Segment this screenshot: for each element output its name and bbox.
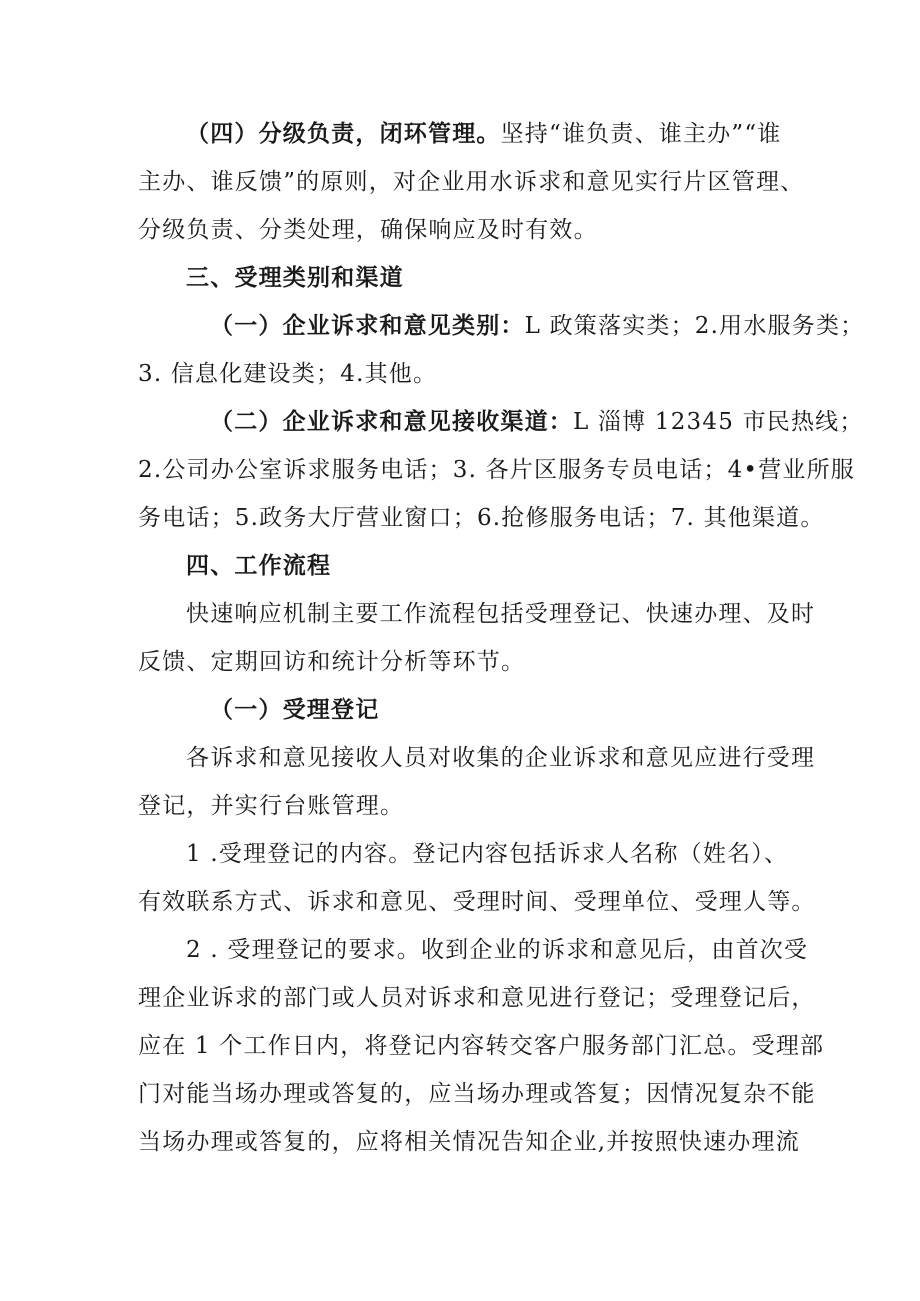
principle-4-line-3: 分级负责、分类处理，确保响应及时有效。: [138, 217, 598, 243]
category-text: L 政策落实类；2.用水服务类；: [524, 313, 865, 339]
category-line-1: [210, 310, 864, 342]
registration-p3-line-3: 应在 1 个工作日内，将登记内容转交客户服务部门汇总。受理部: [138, 1033, 825, 1059]
principle-4-line-2: 主办、谁反馈”的原则，对企业用水诉求和意见实行片区管理、: [138, 169, 805, 195]
workflow-intro-line-2: 反馈、定期回访和统计分析等环节。: [138, 649, 526, 675]
channel-heading: （二）企业诉求和意见接收渠道：: [210, 408, 573, 435]
subsection-registration-title: （一）受理登记: [210, 696, 380, 723]
registration-p2-line-2: 有效联系方式、诉求和意见、受理时间、受理单位、受理人等。: [138, 889, 816, 915]
registration-p3-line-1: 2 . 受理登记的要求。收到企业的诉求和意见后，由首次受: [186, 937, 809, 963]
channel-line-3: 务电话；5.政务大厅营业窗口；6.抢修服务电话；7. 其他渠道。: [138, 505, 825, 531]
registration-p2-line-1: 1 .受理登记的内容。登记内容包括诉求人名称（姓名）、: [186, 841, 789, 867]
registration-p3-line-2: 理企业诉求的部门或人员对诉求和意见进行登记；受理登记后，: [138, 985, 816, 1011]
section-4-title: 四、工作流程: [186, 552, 332, 579]
channel-text: L 淄博 12345 市民热线；: [573, 409, 864, 435]
principle-4-heading: （四）分级负责，闭环管理。: [186, 120, 501, 147]
channel-line-1: [210, 406, 864, 438]
section-3-title: 三、受理类别和渠道: [186, 264, 404, 291]
registration-p3-line-5: 当场办理或答复的，应将相关情况告知企业,并按照快速办理流: [138, 1129, 800, 1155]
category-heading: （一）企业诉求和意见类别：: [210, 312, 525, 339]
principle-4-line-1: [186, 118, 781, 150]
registration-p1-line-2: 登记，并实行台账管理。: [138, 793, 405, 819]
category-line-2: 3. 信息化建设类；4.其他。: [138, 361, 438, 387]
registration-p3-line-4: 门对能当场办理或答复的，应当场办理或答复；因情况复杂不能: [138, 1081, 816, 1107]
registration-p1-line-1: 各诉求和意见接收人员对收集的企业诉求和意见应进行受理: [186, 745, 816, 771]
channel-line-2: 2.公司办公室诉求服务电话；3. 各片区服务专员电话；4•营业所服: [138, 457, 855, 483]
principle-4-text: 坚持“谁负责、谁主办”“谁: [500, 121, 782, 147]
workflow-intro-line-1: 快速响应机制主要工作流程包括受理登记、快速办理、及时: [186, 601, 816, 627]
